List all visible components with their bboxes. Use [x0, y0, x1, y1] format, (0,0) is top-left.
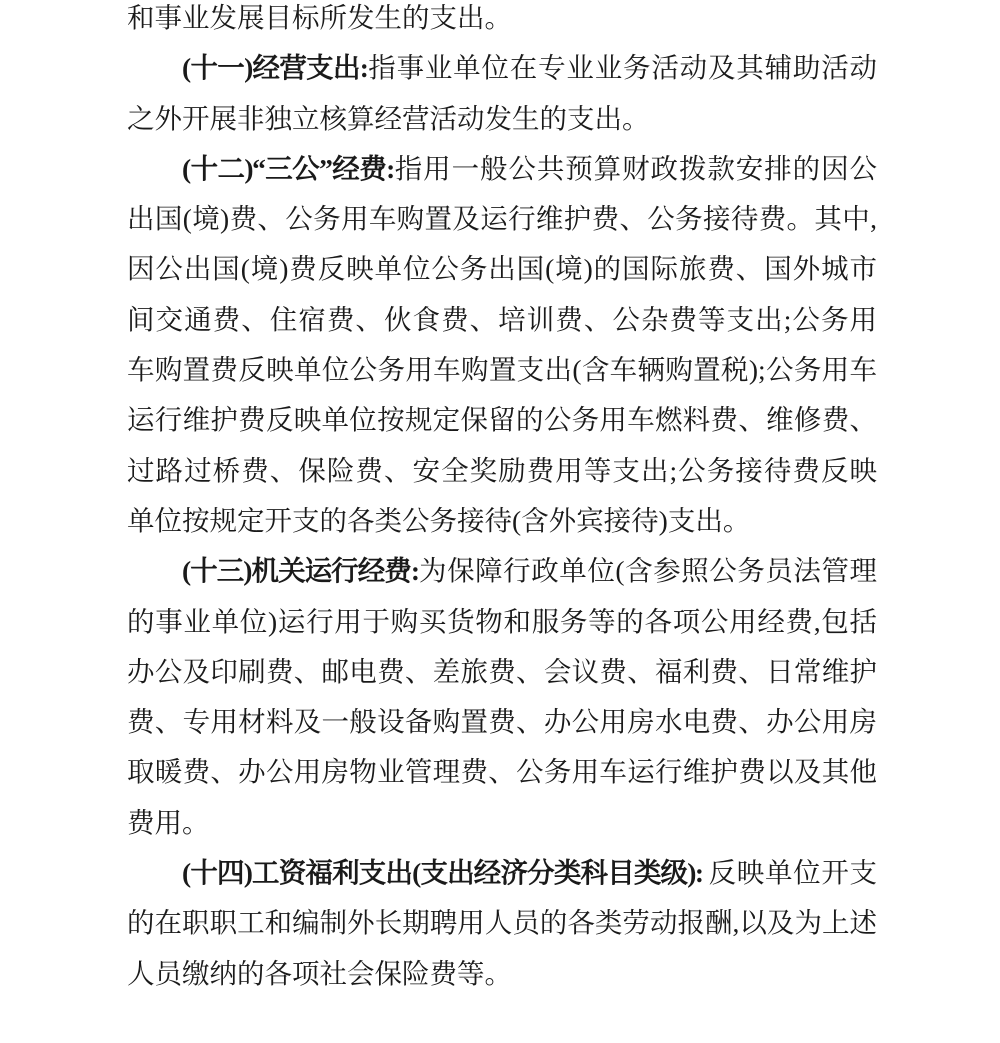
paragraph-item-12-three-public-funds — [127, 144, 877, 546]
paragraph-item-13-agency-operating-funds — [127, 546, 877, 848]
paragraph-body: 指用一般公共预算财政拨款安排的因公出国(境)费、公务用车购置及运行维护费、公务接待费。其中,因公出国(境)费反映单位公务出国(境)的国际旅费、国外城市间交通费、住宿费、伙食费、培训费、公杂费等支出;公务用车购置费反映单位公务用车购置支出(含车辆购置税);公务用车运行维护费反映单位按规定保留的公务用车燃料费、维修费、过路过桥费、保险费、安全奖励费用等支出;公务接待费反映单位按规定开支的各类公务接待(含外宾接待)支出。 — [127, 152, 877, 536]
paragraph-item-11-operating-expenditure — [127, 43, 877, 144]
paragraph-lead: (十三)机关运行经费: — [182, 555, 419, 587]
paragraph-body: 为保障行政单位(含参照公务员法管理的事业单位)运行用于购买货物和服务等的各项公用经费,包括办公及印刷费、邮电费、差旅费、会议费、福利费、日常维护费、专用材料及一般设备购置费、办公用房水电费、办公用房取暖费、办公用房物业管理费、公务用车运行维护费以及其他费用。 — [127, 555, 877, 838]
paragraph-body: 和事业发展目标所发生的支出。 — [127, 2, 512, 33]
paragraph-item-14-salary-welfare-expenditure — [127, 848, 877, 999]
paragraph-lead: (十二)“三公”经费: — [182, 152, 394, 184]
paragraph-body: 指事业单位在专业业务活动及其辅助活动之外开展非独立核算经营活动发生的支出。 — [127, 52, 878, 134]
paragraph-body: 反映单位开支的在职职工和编制外长期聘用人员的各类劳动报酬,以及为上述人员缴纳的各项社会保险费等。 — [127, 857, 878, 989]
document-text-block — [127, 0, 877, 999]
paragraph-continuation — [127, 0, 877, 43]
paragraph-lead: (十一)经营支出: — [182, 52, 368, 84]
paragraph-lead: (十四)工资福利支出(支出经济分类科目类级): — [182, 857, 709, 889]
